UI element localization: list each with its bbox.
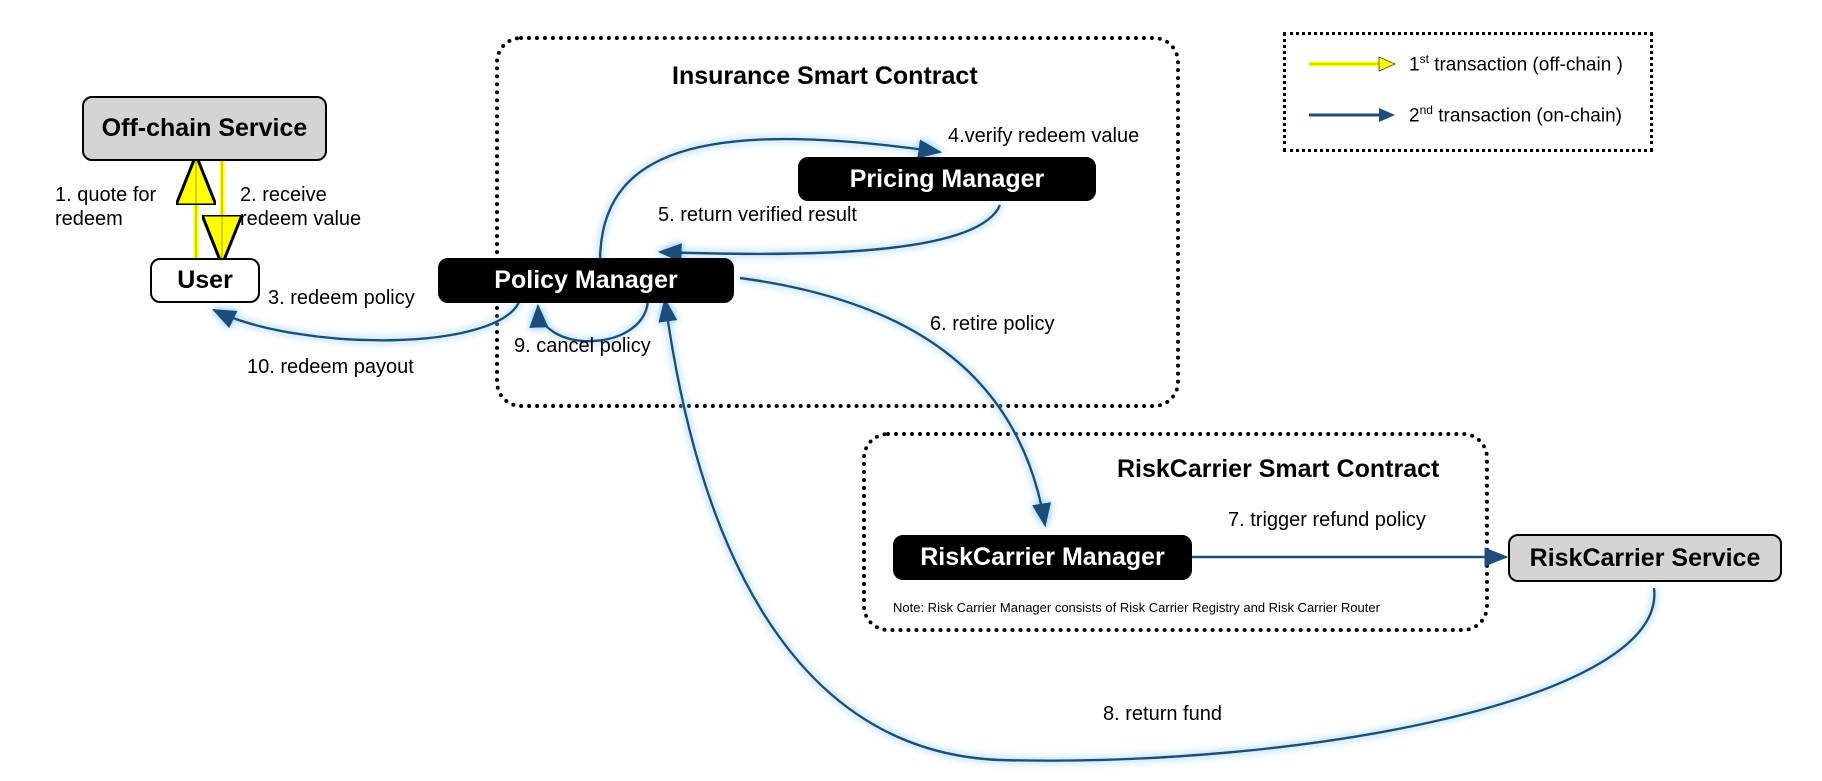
node-riskcarrier-manager-label: RiskCarrier Manager: [920, 543, 1165, 571]
edge-label-9: 9. cancel policy: [514, 335, 651, 357]
riskcarrier-manager-note: Note: Risk Carrier Manager consists of Risk Carrier Registry and Risk Carrier Router: [893, 600, 1380, 615]
node-pricing-manager[interactable]: [798, 157, 1096, 201]
node-off-chain-service-label: Off-chain Service: [101, 114, 308, 142]
node-policy-manager-label: Policy Manager: [494, 266, 678, 294]
node-riskcarrier-service-label: RiskCarrier Service: [1529, 543, 1761, 572]
legend-off-chain-arrow-icon: [1307, 53, 1397, 75]
container-riskcarrier-title: RiskCarrier Smart Contract: [1117, 455, 1440, 483]
edge-label-6: 6. retire policy: [930, 313, 1055, 335]
edge-label-1: 1. quote for redeem: [55, 184, 157, 231]
edge-label-5: 5. return verified result: [658, 204, 857, 226]
container-insurance-title: Insurance Smart Contract: [672, 62, 978, 90]
legend-box: [1283, 32, 1653, 152]
legend-off-chain-label: 1st transaction (off-chain ): [1409, 52, 1623, 76]
node-policy-manager[interactable]: [438, 258, 734, 303]
node-riskcarrier-service[interactable]: [1508, 534, 1782, 582]
edge-label-4: 4.verify redeem value: [948, 125, 1140, 147]
edge-label-8: 8. return fund: [1103, 703, 1222, 725]
node-user[interactable]: [150, 258, 260, 303]
edge-label-3: 3. redeem policy: [268, 287, 415, 309]
legend-on-chain-label: 2nd transaction (on-chain): [1409, 103, 1622, 127]
edge-label-7: 7. trigger refund policy: [1228, 509, 1426, 531]
edge-label-2: 2. receive redeem value: [240, 184, 362, 231]
legend-on-chain-arrow-icon: [1307, 104, 1397, 126]
node-pricing-manager-label: Pricing Manager: [849, 164, 1045, 193]
edge-label-10: 10. redeem payout: [247, 356, 414, 378]
node-off-chain-service[interactable]: [82, 96, 327, 161]
legend-item-off-chain: [1307, 52, 1623, 76]
node-riskcarrier-manager[interactable]: [893, 535, 1192, 580]
legend-item-on-chain: [1307, 103, 1622, 127]
node-user-label: User: [177, 266, 233, 294]
